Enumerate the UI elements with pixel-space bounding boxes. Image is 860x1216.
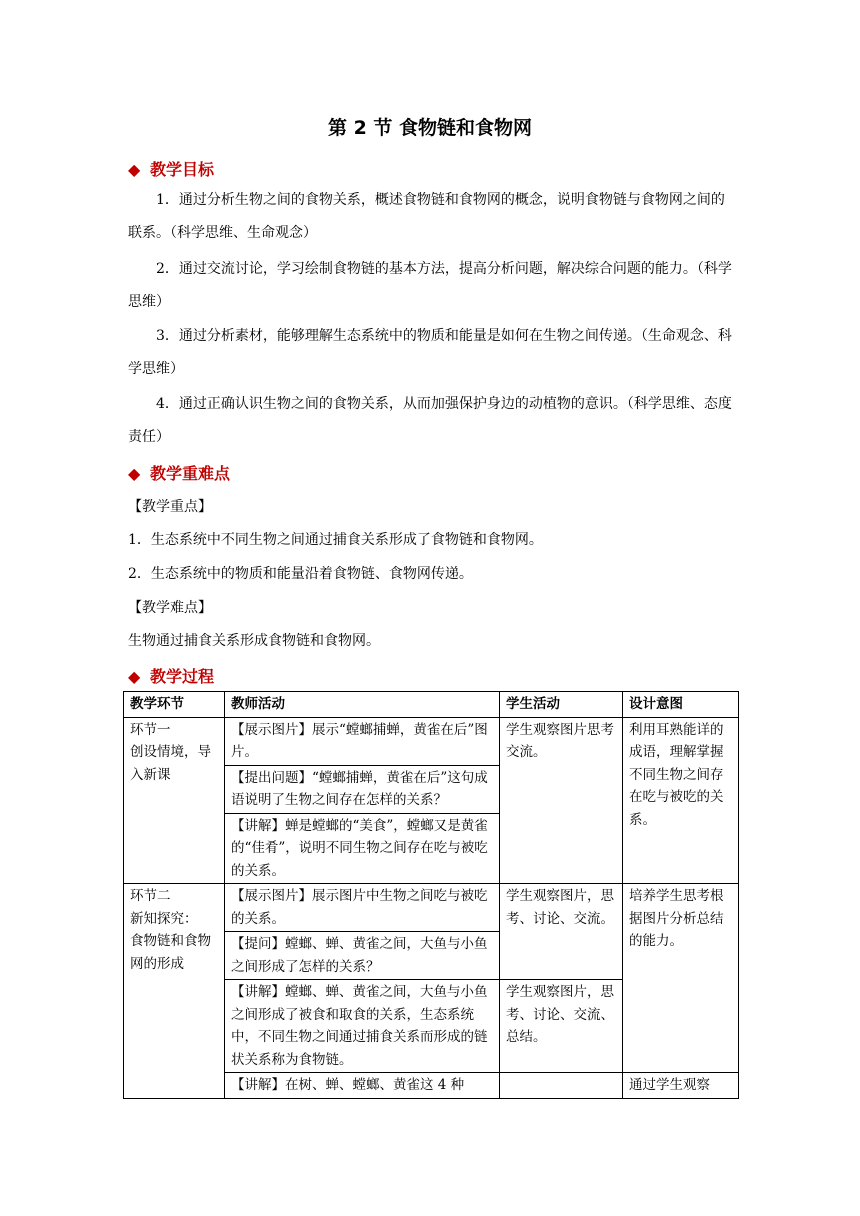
section-process-heading: ◆ 教学过程 [128,667,215,686]
teacher-activity-cell: 【讲解】蝉是螳螂的“美食”，螳螂又是黄雀的“佳肴”，说明不同生物之间存在吃与被吃的关系。 [225,813,500,884]
section-key-points-heading: ◆ 教学重难点 [128,464,231,483]
header-teacher: 教师活动 [225,692,500,718]
diamond-bullet-icon: ◆ [128,160,141,179]
key-point-2: 2．生态系统中的物质和能量沿着食物链、食物网传递。 [128,566,473,582]
key-point-1: 1．生态系统中不同生物之间通过捕食关系形成了食物链和食物网。 [128,532,543,548]
stage-1-cell: 环节一 创设情境，导入新课 [124,717,225,884]
teacher-activity-cell: 【展示图片】展示图片中生物之间吃与被吃的关系。 [225,884,500,932]
goal-1: 1．通过分析生物之间的食物关系，概述食物链和食物网的概念，说明食物链与食物网之间的联系。（科学思维、生命观念） [128,192,725,241]
goal-3: 3．通过分析素材，能够理解生态系统中的物质和能量是如何在生物之间传递。（生命观念、科学思维） [128,328,732,377]
student-activity-cell: 学生观察图片思考交流。 [500,717,623,884]
teacher-activity-cell: 【提问】螳螂、蝉、黄雀之间，大鱼与小鱼之间形成了怎样的关系？ [225,932,500,980]
goal-2: 2．通过交流讨论，学习绘制食物链的基本方法，提高分析问题，解决综合问题的能力。（科学思维） [128,261,732,310]
difficult-point: 生物通过捕食关系形成食物链和食物网。 [128,633,380,649]
table-row [124,884,739,932]
design-intent-cell: 利用耳熟能详的成语，理解掌握不同生物之间存在吃与被吃的关系。 [623,717,739,884]
stage-2-cell: 环节二 新知探究： 食物链和食物网的形成 [124,884,225,1099]
diamond-bullet-icon: ◆ [128,464,141,483]
teaching-process-table [123,691,739,1099]
student-activity-cell: 学生观察图片，思考、讨论、交流。 [500,884,623,980]
student-activity-cell [500,1073,623,1099]
teacher-activity-cell: 【提出问题】“螳螂捕蝉，黄雀在后”这句成语说明了生物之间存在怎样的关系？ [225,765,500,813]
header-intent: 设计意图 [623,692,739,718]
header-stage: 教学环节 [124,692,225,718]
page-title: 第 2 节 食物链和食物网 [327,117,533,139]
table-row [124,717,739,765]
header-student: 学生活动 [500,692,623,718]
teacher-activity-cell: 【讲解】在树、蝉、螳螂、黄雀这 4 种 [225,1073,500,1099]
diamond-bullet-icon: ◆ [128,667,141,686]
difficult-points-label: 【教学难点】 [128,600,212,616]
key-points-label: 【教学重点】 [128,499,212,515]
design-intent-cell: 通过学生观察 [623,1073,739,1099]
table-header-row [124,692,739,718]
design-intent-cell: 培养学生思考根据图片分析总结的能力。 [623,884,739,1073]
teacher-activity-cell: 【讲解】螳螂、蝉、黄雀之间，大鱼与小鱼之间形成了被食和取食的关系，生态系统中，不同生物之间通过捕食关系而形成的链状关系称为食物链。 [225,980,500,1073]
student-activity-cell: 学生观察图片，思考、讨论、交流、总结。 [500,980,623,1073]
goal-4: 4．通过正确认识生物之间的食物关系，从而加强保护身边的动植物的意识。（科学思维、态度责任） [128,396,732,445]
section-goals-heading: ◆ 教学目标 [128,160,215,179]
teacher-activity-cell: 【展示图片】展示“螳螂捕蝉，黄雀在后”图片。 [225,717,500,765]
